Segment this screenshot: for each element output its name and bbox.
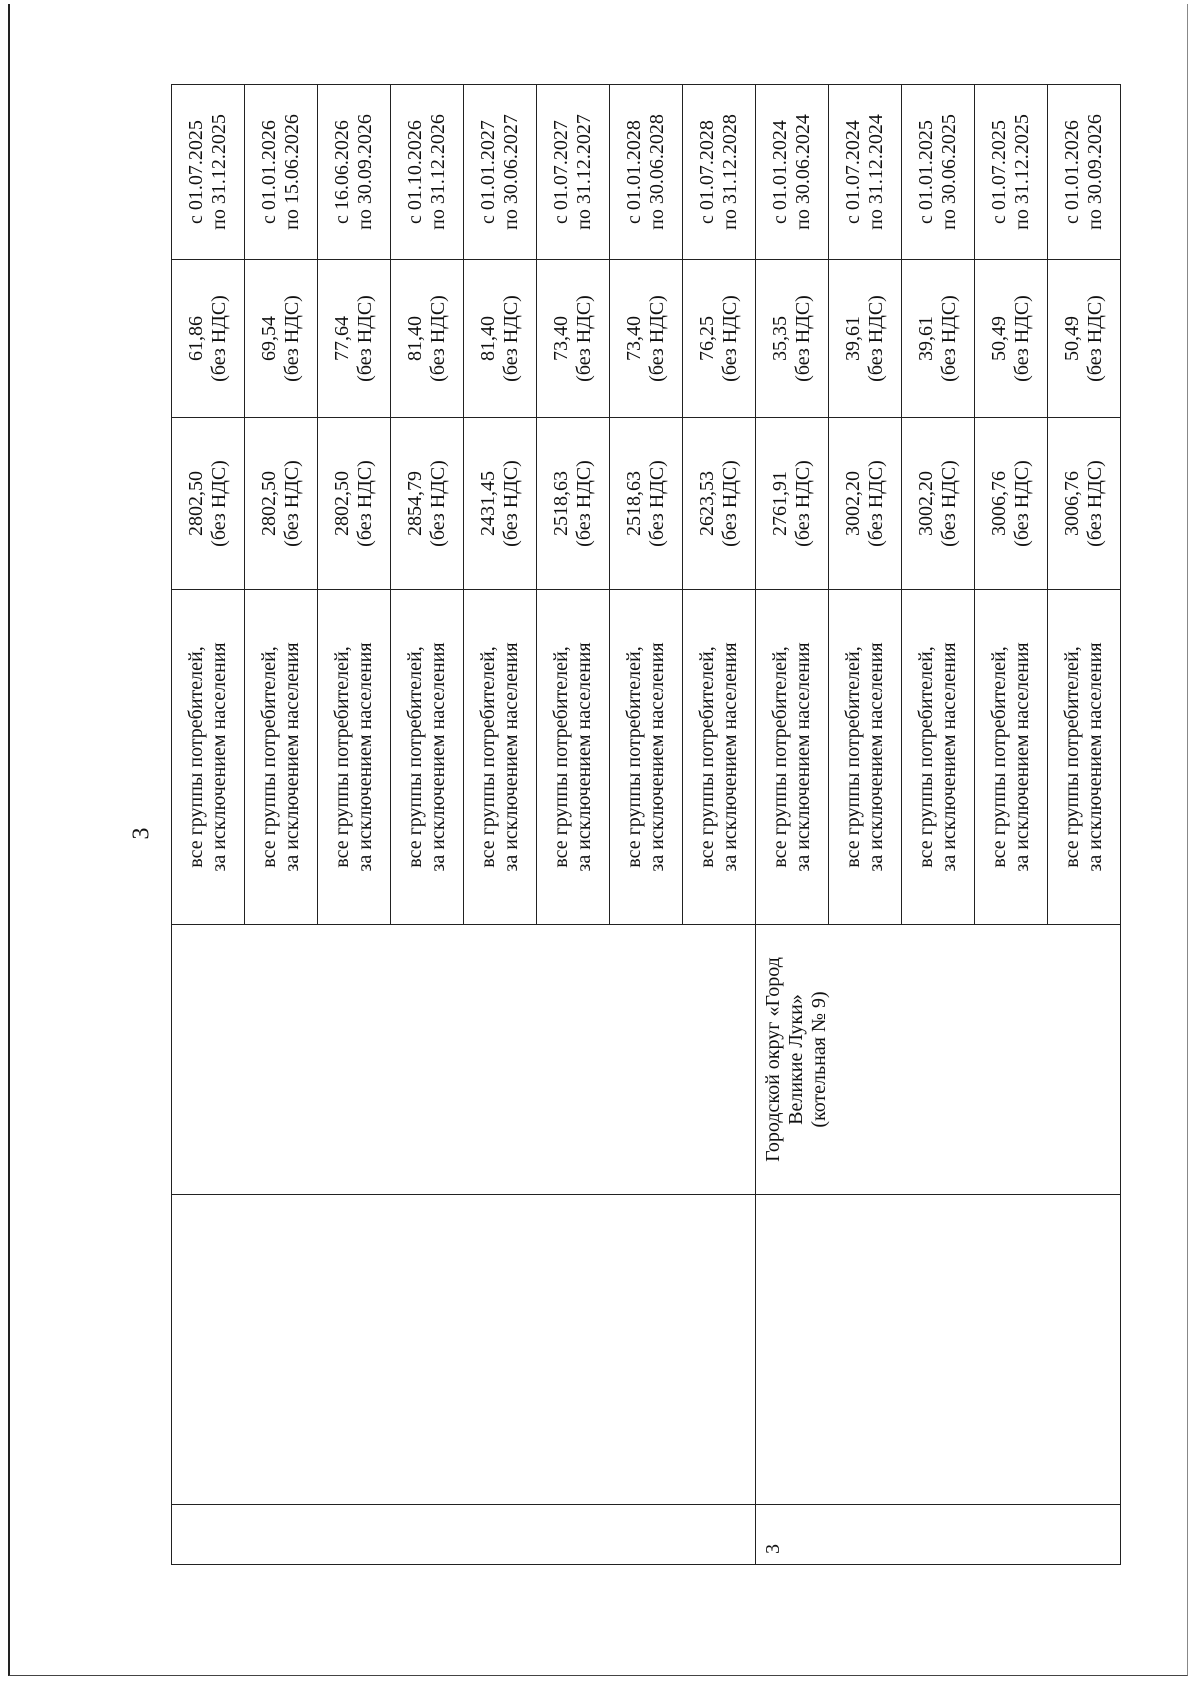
rate-vat-note: (без НДС) xyxy=(865,295,887,382)
rate-value: 39,61 xyxy=(915,316,937,361)
rate-cell xyxy=(1048,260,1121,418)
rate-value: 73,40 xyxy=(623,316,645,361)
period-cell xyxy=(975,85,1048,260)
rate-cell xyxy=(318,260,391,418)
tariff-cell xyxy=(829,418,902,590)
tariff-value: 2623,53 xyxy=(696,471,718,536)
consumer-group-cell xyxy=(683,590,756,925)
rate-vat-note: (без НДС) xyxy=(938,295,960,382)
consumer-group-cell xyxy=(975,590,1048,925)
rotated-table-wrapper xyxy=(171,85,1121,1565)
rate-value: 69,54 xyxy=(258,316,280,361)
rate-cell xyxy=(391,260,464,418)
consumer-group-line: все группы потребителей, xyxy=(404,646,426,868)
period-start: с 01.07.2027 xyxy=(550,120,572,224)
period-start: с 01.01.2027 xyxy=(477,120,499,224)
rate-value: 73,40 xyxy=(550,316,572,361)
rate-value: 35,35 xyxy=(769,316,791,361)
tariff-vat-note: (без НДС) xyxy=(1084,460,1106,547)
tariff-vat-note: (без НДС) xyxy=(646,460,668,547)
consumer-group-line: все группы потребителей, xyxy=(331,646,353,868)
rate-vat-note: (без НДС) xyxy=(573,295,595,382)
tariff-cell xyxy=(1048,418,1121,590)
period-end: по 31.12.2025 xyxy=(208,114,230,230)
tariff-vat-note: (без НДС) xyxy=(865,460,887,547)
consumer-group-line: все группы потребителей, xyxy=(550,646,572,868)
tariff-value: 2854,79 xyxy=(404,471,426,536)
tariff-cell xyxy=(975,418,1048,590)
tariff-value: 2802,50 xyxy=(258,471,280,536)
rate-vat-note: (без НДС) xyxy=(646,295,668,382)
period-end: по 30.06.2027 xyxy=(500,114,522,230)
tariff-cell xyxy=(391,418,464,590)
tariff-table-body xyxy=(172,85,1121,1565)
period-start: с 01.07.2024 xyxy=(842,120,864,224)
consumer-group-line: все группы потребителей, xyxy=(623,646,645,868)
section-name-line: (котельная № 9) xyxy=(808,991,830,1128)
rate-value: 61,86 xyxy=(185,316,207,361)
rate-vat-note: (без НДС) xyxy=(427,295,449,382)
tariff-value: 2761,91 xyxy=(769,471,791,536)
rate-value: 50,49 xyxy=(1061,316,1083,361)
tariff-vat-note: (без НДС) xyxy=(427,460,449,547)
consumer-group-line: все группы потребителей, xyxy=(769,646,791,868)
tariff-value: 2802,50 xyxy=(185,471,207,536)
consumer-group-line: все группы потребителей, xyxy=(185,646,207,868)
rate-cell xyxy=(683,260,756,418)
tariff-vat-note: (без НДС) xyxy=(1011,460,1033,547)
row-number-cell: 3 xyxy=(756,1505,1121,1565)
tariff-vat-note: (без НДС) xyxy=(208,460,230,547)
period-cell xyxy=(172,85,245,260)
page-number: 3 xyxy=(128,827,155,840)
table-row xyxy=(172,85,245,1565)
period-end: по 30.06.2024 xyxy=(792,114,814,230)
tariff-value: 2431,45 xyxy=(477,471,499,536)
period-cell xyxy=(829,85,902,260)
table-row xyxy=(756,85,829,1565)
consumer-group-line: за исключением населения xyxy=(1084,642,1106,872)
tariff-cell xyxy=(683,418,756,590)
period-start: с 01.07.2025 xyxy=(185,120,207,224)
period-cell xyxy=(391,85,464,260)
consumer-group-line: за исключением населения xyxy=(865,642,887,872)
period-end: по 30.06.2028 xyxy=(646,114,668,230)
period-cell xyxy=(245,85,318,260)
rate-value: 50,49 xyxy=(988,316,1010,361)
rate-cell xyxy=(464,260,537,418)
tariff-vat-note: (без НДС) xyxy=(500,460,522,547)
consumer-group-line: за исключением населения xyxy=(354,642,376,872)
tariff-cell xyxy=(318,418,391,590)
tariff-value: 3002,20 xyxy=(915,471,937,536)
period-cell xyxy=(318,85,391,260)
consumer-group-line: все группы потребителей, xyxy=(915,646,937,868)
rate-value: 81,40 xyxy=(404,316,426,361)
period-end: по 30.09.2026 xyxy=(1084,114,1106,230)
rate-vat-note: (без НДС) xyxy=(1084,295,1106,382)
rate-vat-note: (без НДС) xyxy=(354,295,376,382)
organization-cell-prev xyxy=(172,925,756,1195)
period-cell xyxy=(902,85,975,260)
period-start: с 01.01.2025 xyxy=(915,120,937,224)
period-cell xyxy=(610,85,683,260)
consumer-group-cell xyxy=(537,590,610,925)
tariff-cell xyxy=(756,418,829,590)
consumer-group-cell xyxy=(172,590,245,925)
consumer-group-cell xyxy=(318,590,391,925)
period-end: по 30.09.2026 xyxy=(354,114,376,230)
rate-vat-note: (без НДС) xyxy=(208,295,230,382)
period-start: с 01.01.2026 xyxy=(258,120,280,224)
consumer-group-line: все группы потребителей, xyxy=(477,646,499,868)
consumer-group-line: за исключением населения xyxy=(208,642,230,872)
consumer-group-line: за исключением населения xyxy=(500,642,522,872)
period-start: с 01.01.2028 xyxy=(623,120,645,224)
period-cell xyxy=(756,85,829,260)
consumer-group-line: за исключением населения xyxy=(427,642,449,872)
rate-value: 81,40 xyxy=(477,316,499,361)
period-start: с 01.07.2025 xyxy=(988,120,1010,224)
consumer-group-line: все группы потребителей, xyxy=(842,646,864,868)
consumer-group-line: за исключением населения xyxy=(792,642,814,872)
consumer-group-cell xyxy=(829,590,902,925)
tariff-vat-note: (без НДС) xyxy=(792,460,814,547)
period-start: с 01.01.2024 xyxy=(769,120,791,224)
rate-vat-note: (без НДС) xyxy=(281,295,303,382)
consumer-group-line: за исключением населения xyxy=(1011,642,1033,872)
period-end: по 31.12.2025 xyxy=(1011,114,1033,230)
consumer-group-line: за исключением населения xyxy=(646,642,668,872)
tariff-value: 2518,63 xyxy=(623,471,645,536)
period-start: с 01.01.2026 xyxy=(1061,120,1083,224)
tariff-table xyxy=(171,84,1121,1565)
consumer-group-line: за исключением населения xyxy=(573,642,595,872)
consumer-group-line: все группы потребителей, xyxy=(696,646,718,868)
period-end: по 31.12.2028 xyxy=(719,114,741,230)
tariff-value: 3006,76 xyxy=(988,471,1010,536)
tariff-vat-note: (без НДС) xyxy=(573,460,595,547)
rate-cell xyxy=(902,260,975,418)
consumer-group-cell xyxy=(902,590,975,925)
consumer-group-cell xyxy=(1048,590,1121,925)
rate-vat-note: (без НДС) xyxy=(1011,295,1033,382)
section-name-line: Великие Луки» xyxy=(785,994,807,1125)
consumer-group-line: все группы потребителей, xyxy=(988,646,1010,868)
consumer-group-cell xyxy=(245,590,318,925)
period-end: по 31.12.2026 xyxy=(427,114,449,230)
consumer-group-line: все группы потребителей, xyxy=(1061,646,1083,868)
period-cell xyxy=(1048,85,1121,260)
rate-cell xyxy=(245,260,318,418)
tariff-cell xyxy=(610,418,683,590)
organization-cell xyxy=(756,925,1121,1195)
tariff-value: 3006,76 xyxy=(1061,471,1083,536)
consumer-group-line: за исключением населения xyxy=(281,642,303,872)
tariff-cell xyxy=(172,418,245,590)
period-cell xyxy=(464,85,537,260)
tariff-vat-note: (без НДС) xyxy=(938,460,960,547)
rate-value: 76,25 xyxy=(696,316,718,361)
tariff-value: 3002,20 xyxy=(842,471,864,536)
consumer-group-line: все группы потребителей, xyxy=(258,646,280,868)
period-end: по 15.06.2026 xyxy=(281,114,303,230)
period-end: по 30.06.2025 xyxy=(938,114,960,230)
tariff-cell xyxy=(245,418,318,590)
consumer-group-cell xyxy=(756,590,829,925)
tariff-vat-note: (без НДС) xyxy=(719,460,741,547)
consumer-group-line: за исключением населения xyxy=(938,642,960,872)
tariff-cell xyxy=(537,418,610,590)
rate-vat-note: (без НДС) xyxy=(719,295,741,382)
consumer-group-line: за исключением населения xyxy=(719,642,741,872)
period-cell xyxy=(683,85,756,260)
consumer-group-cell xyxy=(391,590,464,925)
rate-cell xyxy=(975,260,1048,418)
tariff-cell xyxy=(464,418,537,590)
period-cell xyxy=(537,85,610,260)
rate-value: 39,61 xyxy=(842,316,864,361)
consumer-group-cell xyxy=(464,590,537,925)
rate-cell xyxy=(172,260,245,418)
tariff-cell xyxy=(902,418,975,590)
section-name-line: Городской округ «Город xyxy=(762,957,784,1162)
rate-cell xyxy=(610,260,683,418)
rate-cell xyxy=(756,260,829,418)
empty-cell-prev xyxy=(172,1195,756,1505)
rate-value: 77,64 xyxy=(331,316,353,361)
tariff-value: 2802,50 xyxy=(331,471,353,536)
row-number-cell-prev xyxy=(172,1505,756,1565)
period-end: по 31.12.2024 xyxy=(865,114,887,230)
rate-cell xyxy=(829,260,902,418)
consumer-group-cell xyxy=(610,590,683,925)
rate-cell xyxy=(537,260,610,418)
period-start: с 16.06.2026 xyxy=(331,120,353,224)
tariff-value: 2518,63 xyxy=(550,471,572,536)
rate-vat-note: (без НДС) xyxy=(500,295,522,382)
period-end: по 31.12.2027 xyxy=(573,114,595,230)
tariff-vat-note: (без НДС) xyxy=(354,460,376,547)
tariff-vat-note: (без НДС) xyxy=(281,460,303,547)
empty-cell xyxy=(756,1195,1121,1505)
period-start: с 01.07.2028 xyxy=(696,120,718,224)
period-start: с 01.10.2026 xyxy=(404,120,426,224)
rate-vat-note: (без НДС) xyxy=(792,295,814,382)
